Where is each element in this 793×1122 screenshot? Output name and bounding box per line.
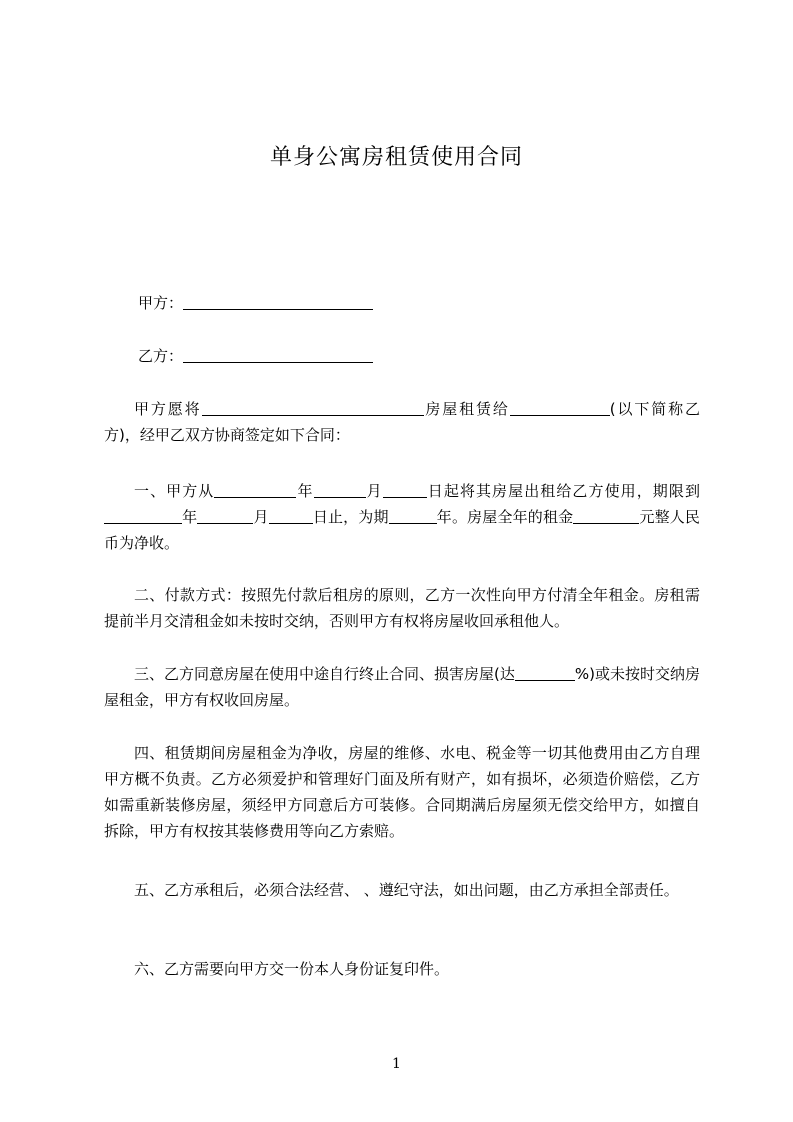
clause-2: 二、付款方式：按照先付款后租房的原则，乙方一次性向甲方付清全年租金。房租需提前半月交清租金如未按时交纳，否则甲方有权将房屋收回承租他人。 <box>104 586 700 630</box>
clause1-text-7: 日止，为期 <box>312 508 389 526</box>
clause-6: 六、乙方需要向甲方交一份本人身份证复印件。 <box>134 960 450 978</box>
page-number: 1 <box>392 1056 401 1072</box>
clause-5: 五、乙方承租后，必须合法经营、 、遵纪守法，如出问题，由乙方承担全部责任。 <box>134 881 679 899</box>
end-year-blank <box>104 509 182 524</box>
intro-text-3: (以下简称乙方)，经甲乙双方协商签定如下合同： <box>104 400 700 444</box>
term-years-blank <box>389 509 437 524</box>
start-year-blank <box>214 483 296 498</box>
clause-3 <box>104 661 700 713</box>
clause1-text-4: 日起将其房屋出租给乙方使用，期限到 <box>426 482 700 500</box>
clause1-text-9: 元整人民币为净收。 <box>104 508 700 552</box>
clause-1 <box>104 478 700 556</box>
start-day-blank <box>383 483 427 498</box>
party-b-line <box>138 345 373 366</box>
clause1-text-2: 年 <box>296 482 314 500</box>
intro-text-1: 甲方愿将 <box>134 400 202 418</box>
clause-4: 四、租赁期间房屋租金为净收，房屋的维修、水电、税金等一切其他费用由乙方自理甲方概不负责。乙方必须爱护和管理好门面及所有财产，如有损坏，必须造价赔偿，乙方如需重新装修房屋，须经甲方同意后方可装修。合同期满后房屋须无偿交给甲方，如擅自拆除，甲方有权按其装修费用等向乙方索赔。 <box>104 744 700 840</box>
lessee-name-blank <box>510 401 610 416</box>
party-b-label: 乙方： <box>138 347 184 365</box>
party-a-line <box>138 292 373 313</box>
clause1-text-5: 年 <box>182 508 198 526</box>
clause1-text-6: 月 <box>253 508 269 526</box>
clause3-text-2: %)或未按时交纳房屋租金，甲方有权收回房屋。 <box>104 665 701 709</box>
end-day-blank <box>269 509 313 524</box>
party-a-label: 甲方： <box>138 294 184 312</box>
clause1-text-8: 年。房屋全年的租金 <box>436 508 574 526</box>
party-a-blank <box>183 295 373 310</box>
damage-percent-blank <box>515 666 575 681</box>
clause3-text-1: 三、乙方同意房屋在使用中途自行终止合同、损害房屋(达 <box>134 665 515 683</box>
clause1-text-3: 月 <box>365 482 383 500</box>
start-month-blank <box>314 483 366 498</box>
clause1-text-1: 一、甲方从 <box>134 482 215 500</box>
annual-rent-blank <box>573 509 639 524</box>
house-address-blank <box>202 401 424 416</box>
document-title: 单身公寓房租赁使用合同 <box>269 145 523 170</box>
end-month-blank <box>197 509 253 524</box>
intro-text-2: 房屋租赁给 <box>423 400 510 418</box>
party-b-blank <box>183 348 373 363</box>
intro-paragraph <box>104 396 700 448</box>
